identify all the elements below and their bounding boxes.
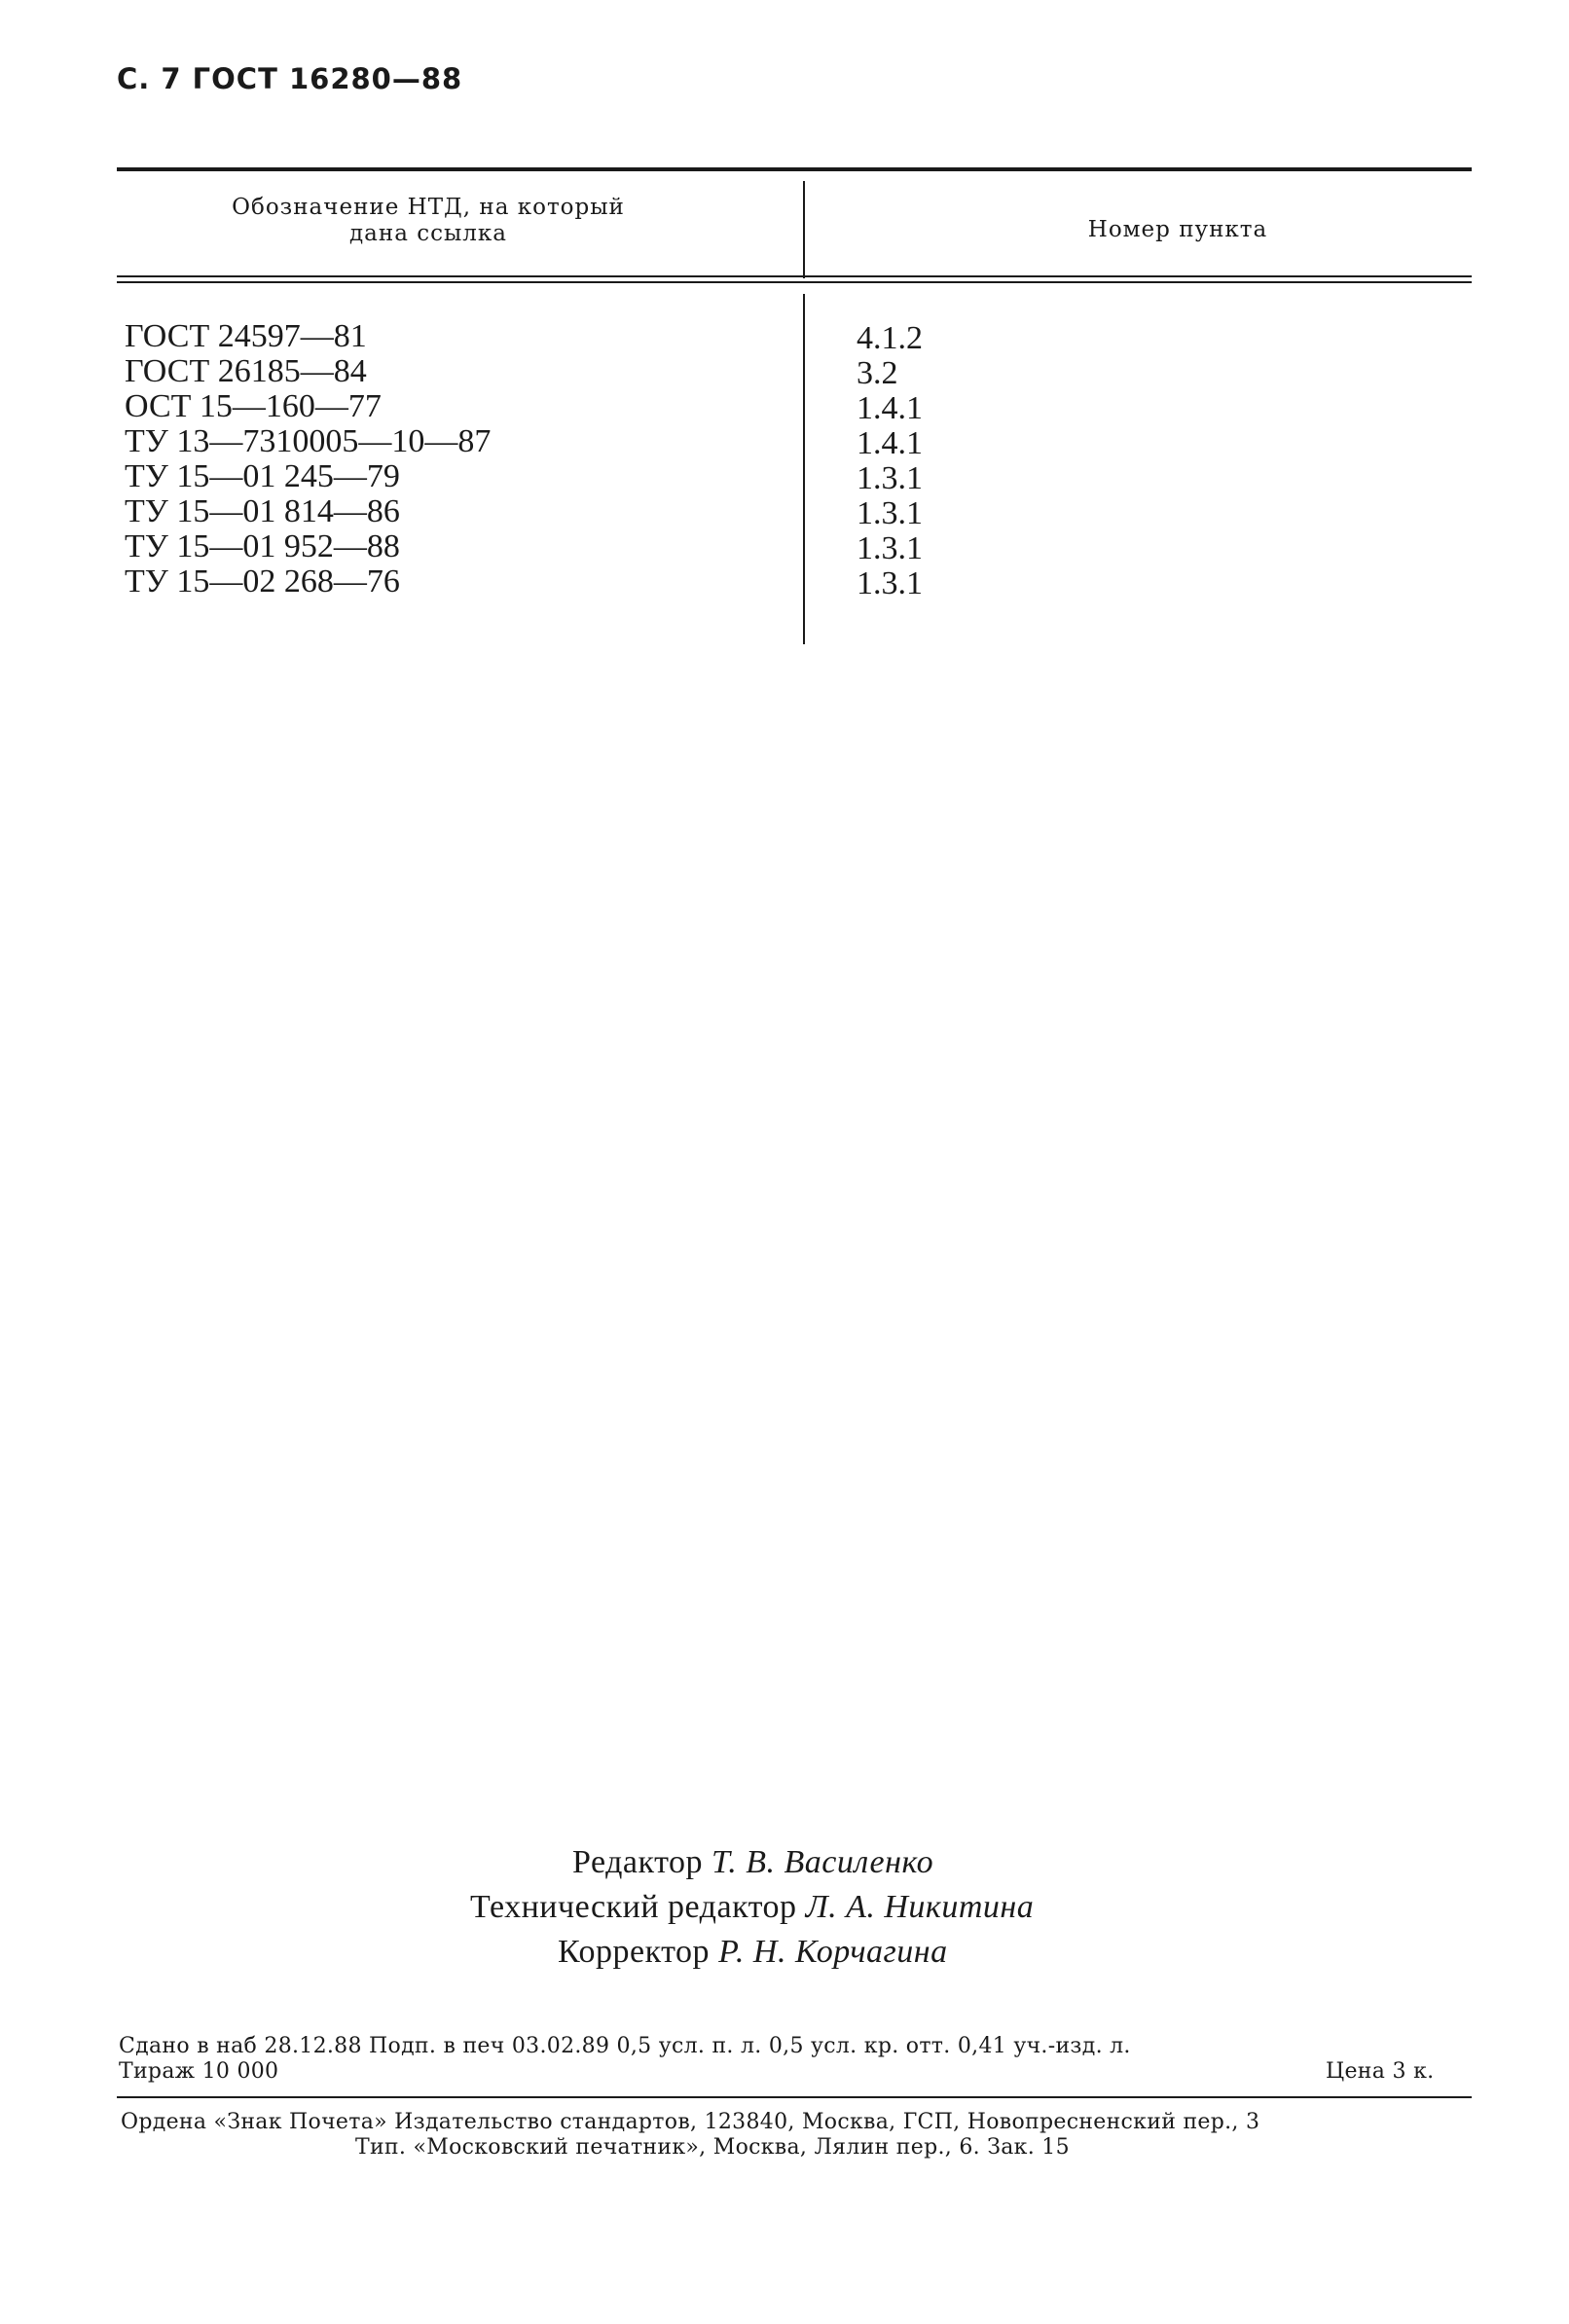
table-row-clause: 1.3.1 bbox=[857, 460, 923, 496]
column-header-document bbox=[175, 195, 681, 247]
table-row-clause: 1.4.1 bbox=[857, 425, 923, 461]
table-row-clause: 3.2 bbox=[857, 355, 898, 391]
table-header-rule-1 bbox=[117, 275, 1472, 277]
table-column-divider-body bbox=[803, 294, 805, 644]
table-row-doc: ТУ 13—7310005—10—87 bbox=[125, 423, 492, 459]
table-row-doc: ТУ 15—01 952—88 bbox=[125, 528, 400, 564]
credit-tech-editor-role: Технический редактор bbox=[470, 1889, 797, 1925]
table-top-rule bbox=[117, 167, 1472, 171]
imprint-printer: Тип. «Московский печатник», Москва, Лялин пер., 6. Зак. 15 bbox=[355, 2135, 1070, 2160]
credit-tech-editor-name: Л. А. Никитина bbox=[805, 1889, 1035, 1925]
credit-editor bbox=[572, 1844, 933, 1881]
table-row-doc: ТУ 15—01 245—79 bbox=[125, 458, 400, 494]
column-header-document-line2: дана ссылка bbox=[349, 221, 507, 246]
table-row-clause: 1.3.1 bbox=[857, 565, 923, 601]
imprint-price: Цена 3 к. bbox=[1326, 2059, 1435, 2084]
imprint-print-dates: Сдано в наб 28.12.88 Подп. в печ 03.02.89 0,5 усл. п. л. 0,5 усл. кр. отт. 0,41 уч.-изд. л. bbox=[119, 2034, 1131, 2058]
credit-proofreader-role: Корректор bbox=[558, 1934, 711, 1970]
table-row-doc: ГОСТ 26185—84 bbox=[125, 353, 367, 389]
credit-tech-editor bbox=[470, 1889, 1034, 1926]
column-header-document-line1: Обозначение НТД, на который bbox=[232, 195, 625, 220]
credit-editor-name: Т. В. Василенко bbox=[711, 1844, 934, 1880]
table-row-clause: 1.4.1 bbox=[857, 390, 923, 426]
imprint-circulation: Тираж 10 000 bbox=[119, 2059, 279, 2084]
table-row-doc: ОСТ 15—160—77 bbox=[125, 388, 382, 424]
table-row-doc: ТУ 15—01 814—86 bbox=[125, 493, 400, 529]
imprint-divider bbox=[117, 2096, 1472, 2098]
table-row-clause: 4.1.2 bbox=[857, 320, 923, 356]
column-header-clause: Номер пункта bbox=[1087, 217, 1268, 242]
table-row-clause: 1.3.1 bbox=[857, 495, 923, 531]
table-row-doc: ТУ 15—02 268—76 bbox=[125, 563, 400, 599]
imprint-publisher: Ордена «Знак Почета» Издательство стандартов, 123840, Москва, ГСП, Новопресненский пер., 3 bbox=[121, 2110, 1260, 2134]
table-row-doc: ГОСТ 24597—81 bbox=[125, 318, 367, 354]
table-row-clause: 1.3.1 bbox=[857, 530, 923, 566]
page-header: С. 7 ГОСТ 16280—88 bbox=[117, 62, 463, 95]
table-header-rule-2 bbox=[117, 281, 1472, 283]
credit-proofreader bbox=[558, 1934, 948, 1971]
credit-proofreader-name: Р. Н. Корчагина bbox=[718, 1934, 948, 1970]
table-column-divider bbox=[803, 181, 805, 278]
credit-editor-role: Редактор bbox=[572, 1844, 703, 1880]
